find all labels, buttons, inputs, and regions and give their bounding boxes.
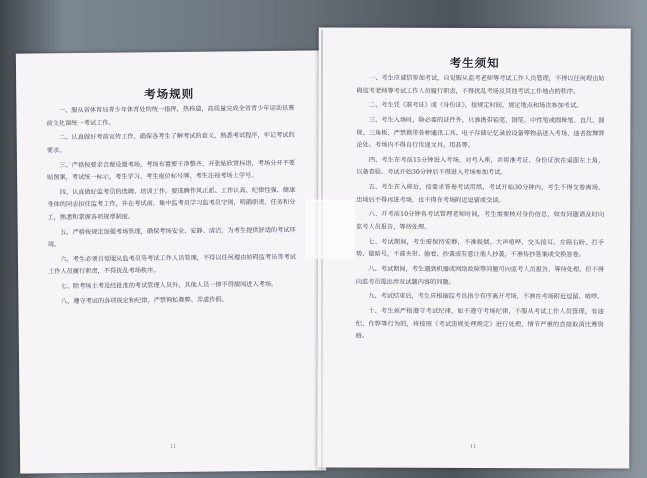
notice-paragraph: 一、考生应诚信参加考试，自觉服从监考老师等考试工作人员管理，不得以任何理由妨碍监考老师等考试工作人员履行职责，不得扰乱考场及其他考试工作地点的秩序。 xyxy=(356,74,605,95)
notice-paragraph: 二、考生凭《准考证》或《身份证》，按规定时间、规定地点和场次参加考试。 xyxy=(368,101,583,110)
page-number: 11 xyxy=(169,443,177,451)
notice-paragraph: 七、考试期间，考生需保持安静，不准吸烟、大声喧哗、交头接耳、左顾右盼、打手势、做暗号，不准夹带、偷看、抄袭或有意让他人抄袭，不准传抄答案或交换答卷。 xyxy=(355,238,605,259)
notice-paragraph: 五、考生在入座后，按要求答卷考试用纸，考试开始30分钟内，考生不得交卷离场，出场后不得再进考场，也不得在考场附近逗留或交谈。 xyxy=(356,183,605,204)
rule-paragraph: 八、遵守考试的各项规定和纪律，严禁徇私舞弊、弄虚作假。 xyxy=(60,296,228,306)
rule-paragraph: 七、除考场主考及经批准的考试管理人员外，其他人员一律不得擅闯进入考场。 xyxy=(60,281,278,291)
notice-paragraph: 八、考试期间，考生遇到机器或网络故障等问题可向监考人员报告，等待处理。但不得向监考员提出涉及试题内容的问题。 xyxy=(355,265,604,286)
notice-paragraph: 十、考生须严格遵守考试纪律，如不遵守考场纪律，不服从考试工作人员管理，有违纪、作弊等行为的，将按照《考试违规处理规定》进行处理，情节严重的直接取消比赛资格。 xyxy=(355,307,604,340)
rule-paragraph: 一、服从省体育局青少年体育处的统一指挥，热称道，高质量完成全省青少年运动员赛前文化课统一考试工作。 xyxy=(46,104,295,127)
exam-rules-title: 考场规则 xyxy=(144,86,195,102)
page-number: 11 xyxy=(470,443,477,451)
candidate-notice-title: 考生须知 xyxy=(449,55,500,71)
notice-paragraph: 四、考生在考前15分钟进入考场，对号入座，并将准考证、身份证放在桌面左上角，以备查验。考试开始30分钟后不得进入考场参加考试。 xyxy=(356,156,605,177)
notice-paragraph: 三、考生入场时，除必要的证件外，只准携带铅笔、钢笔、中性笔或圆珠笔、直尺、圆规、三角板、严禁携带各种通讯工具、电子存储记忆录放设备等物品进入考场，违者按舞弊论处。考场内不得自行传递文具、用品等。 xyxy=(356,116,605,150)
notice-paragraph: 九、考试结束后，考生应根据监考员指令有序离开考场，不准在考场附近逗留、喧哗。 xyxy=(368,293,604,301)
rule-paragraph: 四、认真做好监考员的选聘、培训工作。要选聘作风正派、工作认真、纪律性强、健康身体的同志担任监考工作，并在考试前，集中监考员学习监考员守则，明确职责，任务和分工，熟悉和掌握各项规章制度。 xyxy=(47,186,296,222)
candidate-notice-body xyxy=(356,73,605,347)
notice-paragraph: 六、开考前10分钟各考试管理老师时间，考生需要核对身份信息，如有问题请及时向监考人员报告，等待处理。 xyxy=(356,211,605,231)
exam-rules-body xyxy=(46,103,296,311)
left-page xyxy=(16,50,326,473)
adhesive-tape xyxy=(306,200,354,258)
rule-paragraph: 六、考生必须自觉服从监考员等考试工作人员管理，不得以任何理由妨碍监考员等考试工作人员履行职责，不得扰乱考场秩序。 xyxy=(48,253,296,276)
rule-paragraph: 二、认真做好考前宣传工作，确保各考生了解考试的意义，熟悉考试程序，牢记考试的要求。 xyxy=(46,131,295,155)
rule-paragraph: 三、严格按要求合理设置考场，考场布置要干净整齐，开张贴欣赏标语，考场分开不要贴图案，考试统一标示，考生学习、考生座位标号牌、考生注视考场上学号。 xyxy=(47,159,296,182)
rule-paragraph: 五、严格按规定加强考场管理，确保考场安全、安静、清洁，为考生提供舒适的考试环境。 xyxy=(47,226,296,249)
right-page xyxy=(317,27,631,468)
